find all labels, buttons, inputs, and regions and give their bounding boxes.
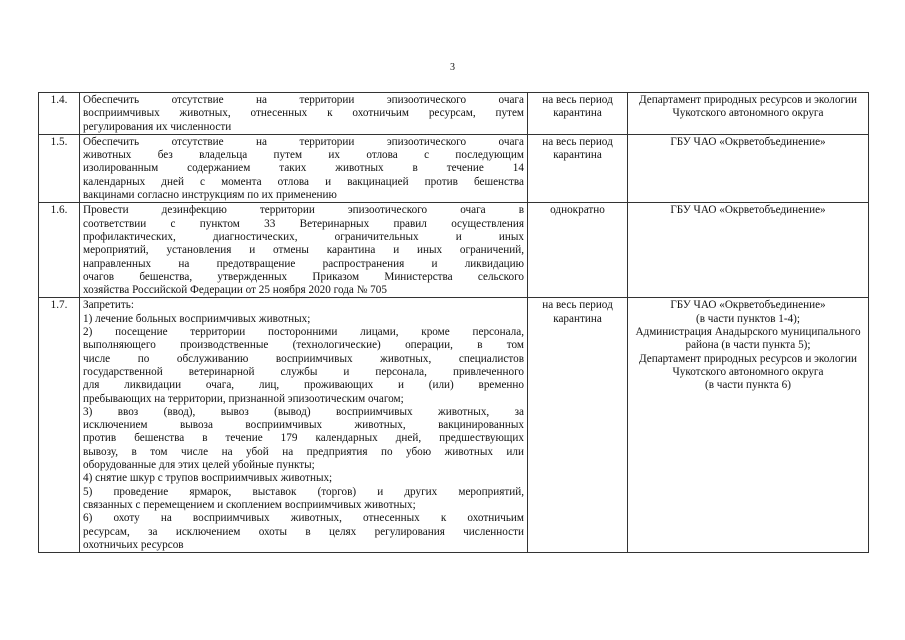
responsible-line: Чукотского автономного округа [672,107,824,120]
item-number-cell: 1.5. [39,134,80,202]
period-line: на весь период [542,135,613,148]
period-line: однократно [550,204,605,217]
measure-text-line: 4) снятие шкур с трупов восприимчивых животных; [83,472,333,485]
responsible-line: ГБУ ЧАО «Окрветобъединение» [670,299,826,312]
measure-text-line: восприимчивых животных, отнесенных к охотничьим ресурсам, путем [83,107,524,120]
measure-text-cell [80,298,528,553]
measures-table [38,92,869,553]
table-row [39,203,869,298]
period-line: карантина [553,107,602,120]
measure-text-line: Обеспечить отсутствие на территории эпизоотического очага [83,94,524,106]
measure-text-line: 5) проведение ярмарок, выставок (торгов) и других мероприятий, [83,485,524,498]
measure-text-line: числе по обслуживанию восприимчивых животных, специалистов [83,352,524,365]
measure-text-line: Провести дезинфекцию территории эпизоотического очага в [83,204,524,217]
measure-text-line: для ликвидации очага, лиц, проживающих и (или) временно [83,379,524,392]
measure-text-line: направленных на предотвращение распространения и ликвидацию [83,257,524,270]
measure-text-line: мероприятий, установления и отмены карантина и иных ограничений, [83,244,524,257]
measure-text-line: вакцинами согласно инструкциям по их применению [83,189,337,202]
responsible-cell [628,134,869,202]
period-cell [528,93,628,135]
table-row [39,134,869,202]
responsible-cell [628,93,869,135]
measure-text-line: выполняющего производственные (технологические) операции, в том [83,339,524,352]
measure-text-line: 6) охоту на восприимчивых животных, отнесенных к охотничьим [83,512,524,525]
measures-table-body [39,93,869,553]
measure-text-line: хозяйства Российской Федерации от 25 ноября 2020 года № 705 [83,284,387,297]
item-number-cell: 1.4. [39,93,80,135]
responsible-line: (в части пункта 6) [705,379,791,392]
measure-text-line: Запретить: [83,299,134,312]
responsible-line: Администрация Анадырского муниципального [635,326,861,339]
measure-text-line: соответствии с пунктом 33 Ветеринарных правил осуществления [83,217,524,230]
measure-text-line: ресурсам, за исключением охоты в целях регулирования численности [83,525,524,538]
measure-text-line: охотничьих ресурсов [83,538,184,551]
table-row [39,298,869,553]
measure-text-line: Обеспечить отсутствие на территории эпизоотического очага [83,135,524,148]
measure-text-line: профилактических, диагностических, ограничительных и иных [83,230,524,243]
period-line: на весь период [542,299,613,312]
period-line: карантина [553,312,602,325]
measure-text-cell [80,134,528,202]
measure-text-line: животных без владельца путем их отлова с последующим [83,149,524,162]
responsible-line: Департамент природных ресурсов и экологии [639,352,857,365]
responsible-line: района (в части пункта 5); [685,339,811,352]
item-number-cell: 1.7. [39,298,80,553]
period-line: на весь период [542,94,613,106]
responsible-cell [628,298,869,553]
measure-text-line: связанных с перемещением и скоплением восприимчивых животных; [83,498,416,511]
period-cell [528,298,628,553]
measure-text-line: пребывающих на территории, признанной эпизоотическим очагом; [83,392,404,405]
page-number: 3 [450,62,455,73]
measure-text-line: 2) посещение территории посторонними лицами, кроме персонала, [83,326,524,339]
measure-text-line: вывозу, в том числе на убой на предприятия по убою животных или [83,445,524,458]
responsible-line: Чукотского автономного округа [672,365,824,378]
responsible-line: Департамент природных ресурсов и экологии [639,94,857,106]
measure-text-line: государственной ветеринарной службы и персонала, привлеченного [83,365,524,378]
responsible-line: ГБУ ЧАО «Окрветобъединение» [670,135,826,148]
responsible-line: ГБУ ЧАО «Окрветобъединение» [670,204,826,217]
measure-text-line: изолированным содержанием таких животных в течение 14 [83,162,524,175]
table-row [39,93,869,135]
period-line: карантина [553,149,602,162]
responsible-line: (в части пунктов 1-4); [695,312,801,325]
measure-text-cell [80,93,528,135]
measure-text-line: календарных дней с момента отлова и вакцинацией против бешенства [83,175,524,188]
measure-text-cell [80,203,528,298]
responsible-cell [628,203,869,298]
measure-text-line: 3) ввоз (ввод), вывоз (вывод) восприимчивых животных, за [83,405,524,418]
period-cell [528,134,628,202]
measure-text-line: регулирования их численности [83,120,232,133]
measure-text-line: оборудованные для этих целей убойные пункты; [83,459,315,472]
measure-text-line: против бешенства в течение 179 календарных дней, предшествующих [83,432,524,445]
measure-text-line: исключением вывоза восприимчивых животных, вакцинированных [83,419,524,432]
measure-text-line: очагов бешенства, утвержденных Приказом Министерства сельского [83,270,524,283]
item-number-cell: 1.6. [39,203,80,298]
measure-text-line: 1) лечение больных восприимчивых животных; [83,312,311,325]
period-cell [528,203,628,298]
